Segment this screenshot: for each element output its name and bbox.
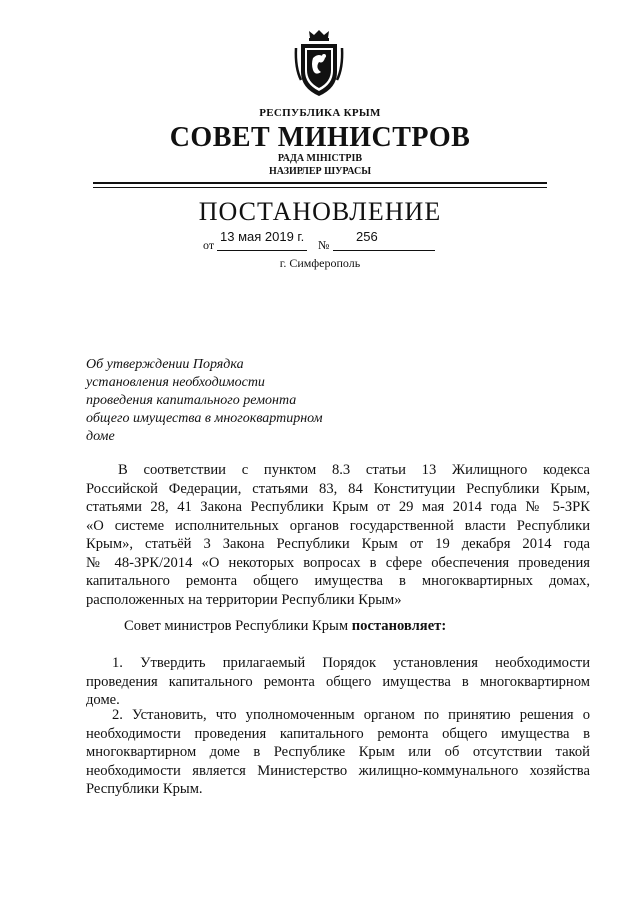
header-divider-thin [93, 187, 547, 188]
text-line: В соответствии с пунктом 8.3 статьи 13 Жилищного кодекса [118, 462, 590, 478]
text-line: статьями 28, 41 Закона Республики Крым от 29 мая 2014 года № 5-ЗРК [86, 499, 590, 515]
date-prefix: от [203, 238, 215, 252]
subject-line: установления необходимости [86, 375, 265, 390]
text-line: необходимости проведения капитального ремонта общего имущества в [86, 725, 590, 742]
council-name-crimean-tatar: НАЗИРЛЕР ШУРАСЫ [268, 166, 372, 177]
header-divider-thick [93, 182, 547, 184]
text-line: Российской Федерации, статьями 83, 84 Конституции Республики Крым, [86, 480, 590, 497]
number-prefix: № [318, 238, 330, 252]
document-title: ПОСТАНОВЛЕНИЕ [198, 197, 442, 226]
text-line: расположенных на территории Республики Крым» [86, 591, 402, 608]
text-line: капитального ремонта общего имущества в многоквартирных домах, [86, 573, 590, 589]
resolves-line [124, 618, 446, 635]
resolves-verb: постановляет: [351, 618, 447, 634]
text-line: необходимости является Министерство жилищно-коммунального хозяйства [86, 762, 590, 779]
text-line: Республики Крым. [86, 781, 203, 797]
city: г. Симферополь [279, 256, 361, 270]
text-line: № 48-ЗРК/2014 «О некоторых вопросах в сфере обеспечения проведения [86, 554, 590, 571]
date-underline [217, 250, 307, 251]
subject-line: проведения капитального ремонта [86, 393, 297, 408]
text-line: доме. [86, 692, 120, 708]
number-underline [333, 250, 435, 251]
date-number-line [203, 230, 443, 254]
council-name-ukrainian: РАДА МІНІСТРІВ [277, 153, 363, 164]
decree-item-1 [86, 654, 590, 710]
decree-number: 256 [356, 229, 378, 244]
resolves-subject: Совет министров Республики Крым [124, 618, 349, 634]
subject-line: доме [86, 429, 115, 444]
republic-name: РЕСПУБЛИКА КРЫМ [259, 107, 381, 119]
preamble-paragraph [86, 461, 590, 609]
subject-line: Об утверждении Порядка [86, 357, 244, 372]
decree-date: 13 мая 2019 г. [220, 229, 305, 244]
text-line: Крым», статьёй 3 Закона Республики Крым от 19 декабря 2014 года [86, 536, 590, 552]
subject-line: общего имущества в многоквартирном [86, 411, 323, 426]
decree-subject [86, 356, 361, 446]
text-line: многоквартирном доме в Республике Крым или об отсутствии такой [86, 744, 590, 760]
text-line: 2. Установить, что уполномоченным органом по принятию решения о [112, 707, 590, 723]
text-line: проведения капитального ремонта общего имущества в многоквартирном [86, 673, 590, 690]
text-line: 1. Утвердить прилагаемый Порядок установления необходимости [112, 655, 590, 671]
crimea-coat-of-arms-icon [293, 28, 345, 100]
decree-item-2 [86, 706, 590, 799]
council-name: СОВЕТ МИНИСТРОВ [169, 122, 471, 153]
text-line: «О системе исполнительных органов государственной власти Республики [86, 517, 590, 534]
